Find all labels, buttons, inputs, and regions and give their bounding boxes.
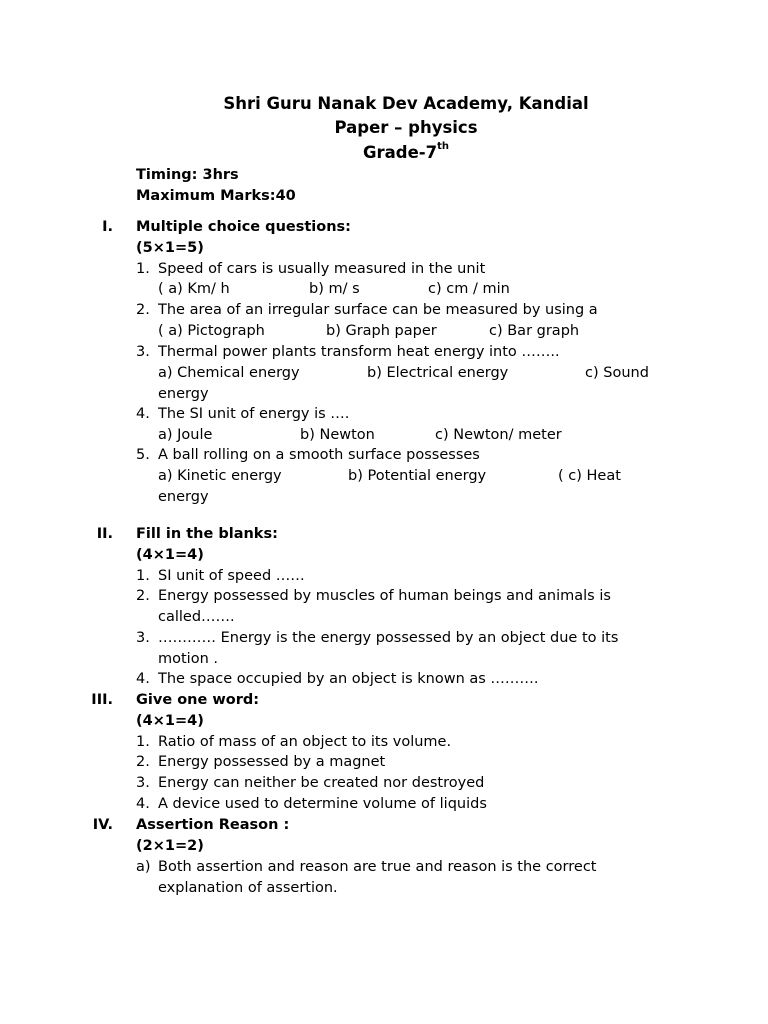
grade-title xyxy=(0,143,768,162)
question-number: 2. xyxy=(136,588,150,604)
option-a: ( a) Pictograph xyxy=(158,323,265,339)
section-1-numeral: I. xyxy=(102,219,113,235)
section-3-numeral: III. xyxy=(91,692,113,708)
section-1-marks: (5×1=5) xyxy=(136,240,204,256)
option-b: b) m/ s xyxy=(309,281,360,297)
section-2-numeral: II. xyxy=(96,526,113,542)
question-number: 1. xyxy=(136,261,150,277)
question-number: 1. xyxy=(136,734,150,750)
question-number: 5. xyxy=(136,447,150,463)
question-text: Speed of cars is usually measured in the unit xyxy=(158,261,486,277)
section-4-marks: (2×1=2) xyxy=(136,838,204,854)
question-text: ………… Energy is the energy possessed by an object due to its xyxy=(158,630,619,646)
section-3-marks: (4×1=4) xyxy=(136,713,204,729)
option-c: ( c) Heat xyxy=(558,468,621,484)
question-text: The SI unit of energy is …. xyxy=(158,406,350,422)
question-number: 4. xyxy=(136,796,150,812)
grade-superscript: th xyxy=(437,141,450,152)
question-number: 3. xyxy=(136,775,150,791)
section-3-title: Give one word: xyxy=(136,692,260,708)
question-number: a) xyxy=(136,859,151,875)
question-text: Energy possessed by muscles of human beings and animals is xyxy=(158,588,611,604)
option-b: b) Newton xyxy=(300,427,375,443)
option-b: b) Potential energy xyxy=(348,468,487,484)
option-c: c) cm / min xyxy=(428,281,510,297)
option-a: ( a) Km/ h xyxy=(158,281,230,297)
question-text: Energy possessed by a magnet xyxy=(158,754,386,770)
section-1-title: Multiple choice questions: xyxy=(136,219,351,235)
question-text-continued: motion . xyxy=(158,651,218,667)
option-c: c) Newton/ meter xyxy=(435,427,562,443)
question-number: 2. xyxy=(136,302,150,318)
question-text: A device used to determine volume of liquids xyxy=(158,796,487,812)
question-number: 4. xyxy=(136,671,150,687)
option-a: a) Chemical energy xyxy=(158,365,300,381)
timing: Timing: 3hrs xyxy=(136,167,239,183)
section-4-title: Assertion Reason : xyxy=(136,817,290,833)
option-b: b) Graph paper xyxy=(326,323,437,339)
option-c-continued: energy xyxy=(158,386,209,402)
section-2-title: Fill in the blanks: xyxy=(136,526,278,542)
question-text: SI unit of speed …… xyxy=(158,568,305,584)
question-number: 2. xyxy=(136,754,150,770)
maximum-marks: Maximum Marks:40 xyxy=(136,188,296,204)
question-number: 4. xyxy=(136,406,150,422)
question-text-continued: called……. xyxy=(158,609,235,625)
question-text: A ball rolling on a smooth surface possesses xyxy=(158,447,480,463)
option-a: a) Kinetic energy xyxy=(158,468,282,484)
question-number: 3. xyxy=(136,630,150,646)
question-text: Energy can neither be created nor destroyed xyxy=(158,775,485,791)
question-text: Thermal power plants transform heat energy into …….. xyxy=(158,344,560,360)
section-4-numeral: IV. xyxy=(92,817,113,833)
option-c-continued: energy xyxy=(158,489,209,505)
option-c: c) Sound xyxy=(585,365,649,381)
question-text: The area of an irregular surface can be measured by using a xyxy=(158,302,598,318)
question-text-continued: explanation of assertion. xyxy=(158,880,338,896)
option-b: b) Electrical energy xyxy=(367,365,509,381)
question-number: 3. xyxy=(136,344,150,360)
option-c: c) Bar graph xyxy=(489,323,580,339)
question-text: The space occupied by an object is known as ………. xyxy=(158,671,539,687)
option-a: a) Joule xyxy=(158,427,213,443)
question-number: 1. xyxy=(136,568,150,584)
paper-subject: Paper – physics xyxy=(334,118,478,137)
section-2-marks: (4×1=4) xyxy=(136,547,204,563)
question-text: Both assertion and reason are true and reason is the correct xyxy=(158,859,597,875)
grade-text: Grade-7 xyxy=(362,143,438,162)
question-text: Ratio of mass of an object to its volume. xyxy=(158,734,452,750)
school-name: Shri Guru Nanak Dev Academy, Kandial xyxy=(223,94,589,113)
